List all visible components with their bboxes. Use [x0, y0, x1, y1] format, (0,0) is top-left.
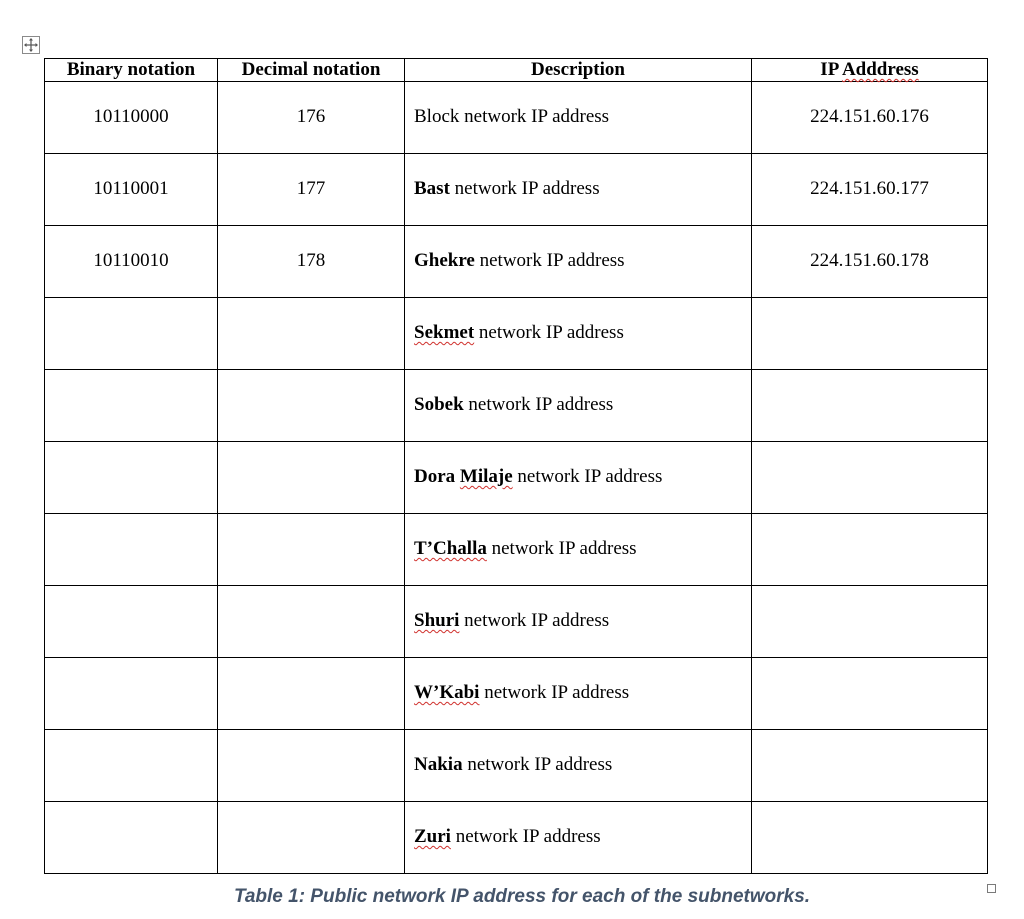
description-cell[interactable] [405, 442, 752, 514]
table-row [45, 226, 988, 298]
binary-cell[interactable] [45, 370, 218, 442]
binary-cell[interactable] [45, 802, 218, 874]
ip-cell[interactable] [752, 730, 988, 802]
description-suffix: network IP address [450, 826, 601, 847]
ip-cell[interactable]: 224.151.60.177 [752, 154, 988, 226]
table-row [45, 802, 988, 874]
description-suffix: network IP address [512, 466, 663, 487]
network-name: Dora Milaje [414, 466, 513, 487]
description-suffix: network IP address [449, 178, 600, 199]
header-decimal-notation[interactable]: Decimal notation [218, 59, 405, 82]
ip-address-table [44, 58, 988, 874]
decimal-cell[interactable]: 176 [218, 82, 405, 154]
description-suffix: network IP address [486, 538, 637, 559]
decimal-cell[interactable] [218, 298, 405, 370]
description-suffix: network IP address [459, 106, 610, 127]
description-cell[interactable] [405, 586, 752, 658]
network-name: Block [414, 106, 460, 127]
table-move-handle-icon[interactable] [22, 36, 40, 54]
table-row [45, 586, 988, 658]
network-name: W’Kabi [414, 682, 480, 703]
binary-cell[interactable]: 10110010 [45, 226, 218, 298]
table-row [45, 370, 988, 442]
description-cell[interactable] [405, 370, 752, 442]
ip-cell[interactable] [752, 298, 988, 370]
decimal-cell[interactable]: 178 [218, 226, 405, 298]
header-binary-notation[interactable]: Binary notation [45, 59, 218, 82]
network-name: Ghekre [414, 250, 475, 271]
ip-cell[interactable] [752, 658, 988, 730]
decimal-cell[interactable] [218, 730, 405, 802]
description-cell[interactable] [405, 802, 752, 874]
description-cell[interactable] [405, 730, 752, 802]
binary-cell[interactable]: 10110000 [45, 82, 218, 154]
header-ip-address-text: IP Adddress [820, 59, 919, 80]
decimal-cell[interactable] [218, 370, 405, 442]
decimal-cell[interactable]: 177 [218, 154, 405, 226]
ip-cell[interactable] [752, 802, 988, 874]
network-name: Bast [414, 178, 450, 199]
description-suffix: network IP address [462, 754, 613, 775]
table-row [45, 442, 988, 514]
ip-cell[interactable] [752, 586, 988, 658]
table-row [45, 154, 988, 226]
binary-cell[interactable] [45, 298, 218, 370]
description-cell[interactable] [405, 514, 752, 586]
network-name: Shuri [414, 610, 460, 631]
ip-cell[interactable] [752, 442, 988, 514]
binary-cell[interactable] [45, 658, 218, 730]
description-suffix: network IP address [463, 394, 614, 415]
table-row [45, 730, 988, 802]
decimal-cell[interactable] [218, 658, 405, 730]
table-row [45, 82, 988, 154]
binary-cell[interactable]: 10110001 [45, 154, 218, 226]
description-cell[interactable] [405, 298, 752, 370]
description-cell[interactable] [405, 82, 752, 154]
binary-cell[interactable] [45, 514, 218, 586]
decimal-cell[interactable] [218, 586, 405, 658]
description-suffix: network IP address [474, 322, 624, 343]
ip-cell[interactable]: 224.151.60.178 [752, 226, 988, 298]
ip-cell[interactable] [752, 514, 988, 586]
description-suffix: network IP address [474, 250, 625, 271]
table-caption: Table 1: Public network IP address for each of the subnetworks. [233, 886, 811, 907]
description-suffix: network IP address [479, 682, 630, 703]
description-cell[interactable] [405, 226, 752, 298]
header-ip-address[interactable] [752, 59, 988, 82]
ip-cell[interactable] [752, 370, 988, 442]
decimal-cell[interactable] [218, 514, 405, 586]
network-name: Nakia [414, 754, 463, 775]
table-row [45, 514, 988, 586]
table-row [45, 298, 988, 370]
binary-cell[interactable] [45, 730, 218, 802]
table-row [45, 658, 988, 730]
network-name: Sobek [414, 394, 464, 415]
network-name: Zuri [414, 826, 451, 847]
description-cell[interactable] [405, 154, 752, 226]
ip-cell[interactable]: 224.151.60.176 [752, 82, 988, 154]
table-header-row [45, 59, 988, 82]
network-name: T’Challa [414, 538, 487, 559]
network-name: Sekmet [414, 322, 475, 343]
binary-cell[interactable] [45, 586, 218, 658]
binary-cell[interactable] [45, 442, 218, 514]
description-cell[interactable] [405, 658, 752, 730]
decimal-cell[interactable] [218, 802, 405, 874]
header-description[interactable]: Description [405, 59, 752, 82]
description-suffix: network IP address [459, 610, 610, 631]
decimal-cell[interactable] [218, 442, 405, 514]
